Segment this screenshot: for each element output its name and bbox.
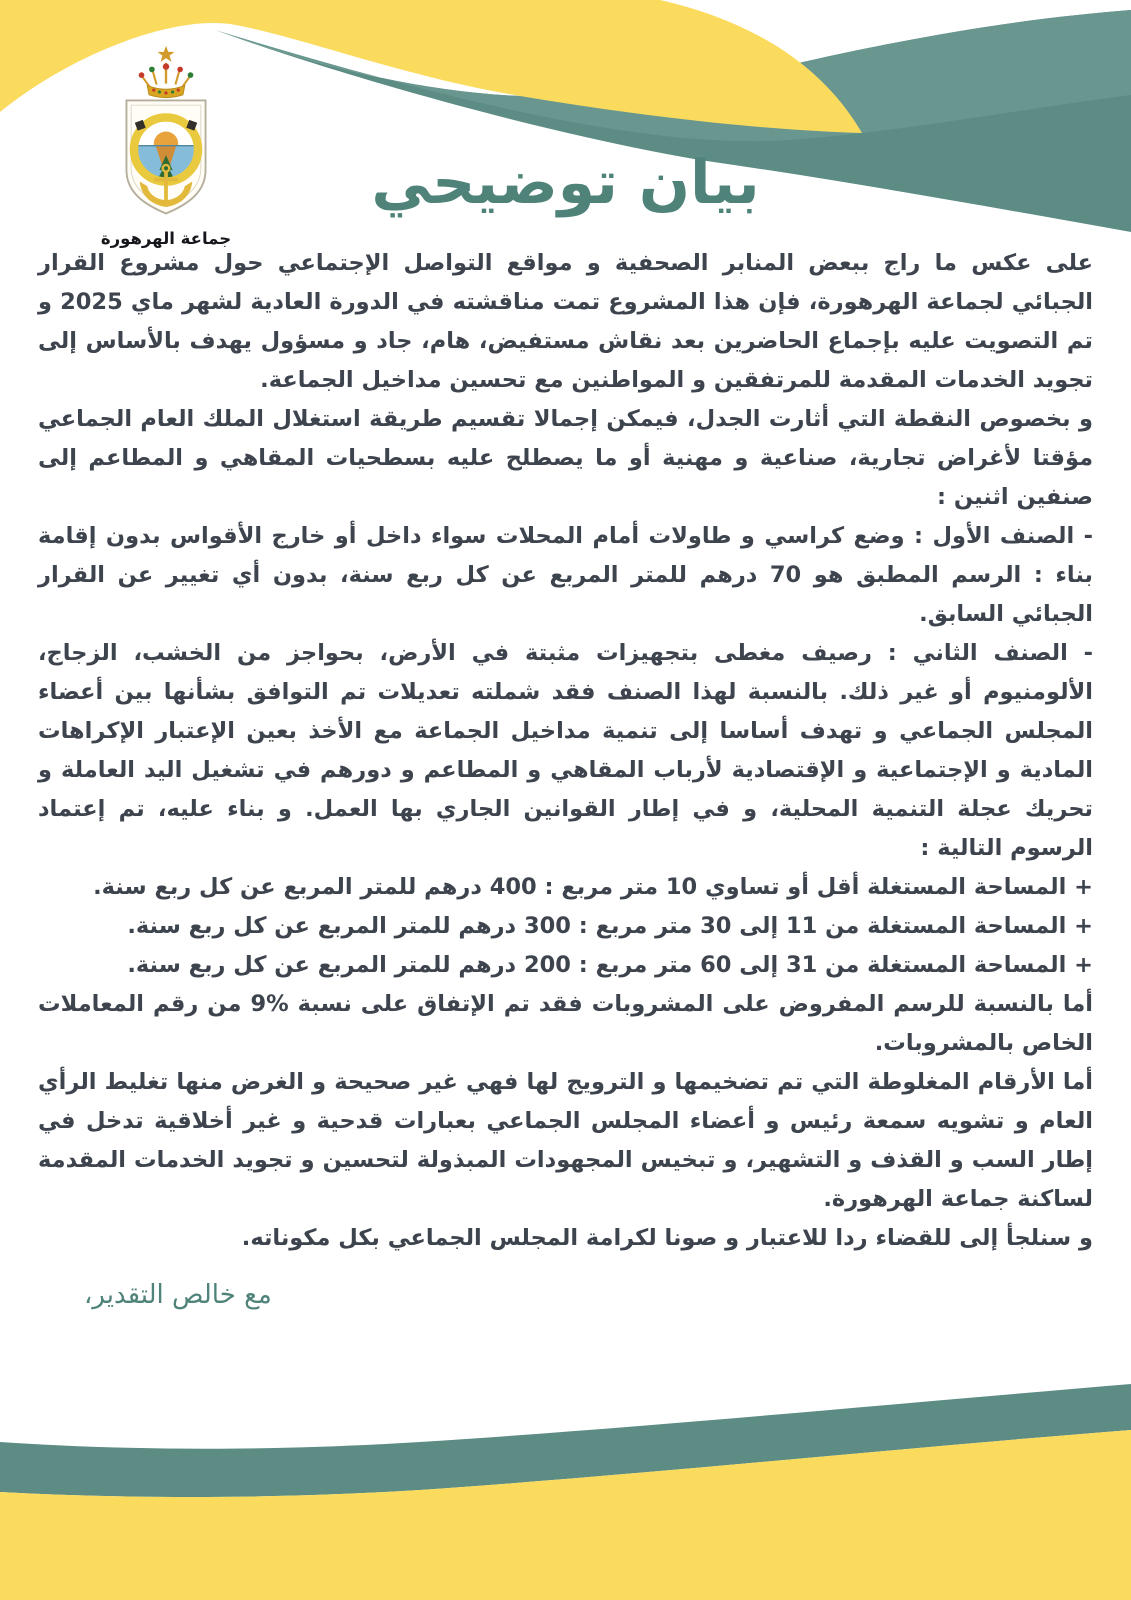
body-paragraph-false-figures: أما الأرقام المغلوطة التي تم تضخيمها و الترويج لها فهي غير صحيحة و الغرض منها تغليط الرأي العام و تشويه سمعة رئيس و أعضاء المجلس الجماعي بعبارات قدحية و غير أخلاقية تدخل في إطار السب و القذف و التشهير، و تبخيس المجهودات المبذولة لتحسين و تجويد الخدمات المقدمة لساكنة جماعة الهرهورة. <box>38 1069 1093 1212</box>
commune-logo <box>100 44 232 248</box>
crown-icon <box>139 46 194 98</box>
page-title: بيان توضيحي <box>371 148 760 218</box>
body-paragraph-category-2: - الصنف الثاني : رصيف مغطى بتجهيزات مثبتة في الأرض، بحواجز من الخشب، الزجاج، الألومنيوم أو غير ذلك. بالنسبة لهذا الصنف فقد شملته تعديلات تم التوافق بشأنها بين أعضاء المجلس الجماعي و تهدف أساسا إلى تنمية مداخيل الجماعة مع الأخذ بعين الإعتبار الإكراهات المادية و الإجتماعية و الإقتصادية لأرباب المقاهي و المطاعم و دورهم في تشغيل اليد العاملة و تحريك عجلة التنمية المحلية، و في إطار القوانين الجاري بها العمل. و بناء عليه، تم إعتماد الرسوم التالية : <box>38 640 1093 861</box>
commune-coat-of-arms-icon <box>100 44 232 221</box>
body-paragraph-intro: على عكس ما راج ببعض المنابر الصحفية و مواقع التواصل الإجتماعي حول مشروع القرار الجبائي لجماعة الهرهورة، فإن هذا المشروع تمت مناقشته في الدورة العادية لشهر ماي 2025 و تم التصويت عليه بإجماع الحاضرين بعد نقاش مستفيض، هام، جاد و مسؤول يهدف بالأساس إلى تجويد الخدمات المقدمة للمرتفقين و المواطنين مع تحسين مداخيل الجماعة. <box>38 250 1093 393</box>
tariff-bullet-1: + المساحة المستغلة أقل أو تساوي 10 متر مربع : 400 درهم للمتر المربع عن كل ربع سنة. <box>93 874 1093 900</box>
body-paragraph-drinks-tax: أما بالنسبة للرسم المفروض على المشروبات فقد تم الإتفاق على نسبة %9 من رقم المعاملات الخاص بالمشروبات. <box>38 991 1093 1056</box>
logo-caption: جماعة الهرهورة <box>100 229 232 248</box>
statement-body <box>38 244 1093 1315</box>
tariff-bullet-2: + المساحة المستغلة من 11 إلى 30 متر مربع : 300 درهم للمتر المربع عن كل ربع سنة. <box>127 913 1093 939</box>
closing-salutation: مع خالص التقدير، <box>84 1280 272 1310</box>
footer-wave-decoration <box>0 1380 1131 1600</box>
body-paragraph-category-1: - الصنف الأول : وضع كراسي و طاولات أمام المحلات سواء داخل أو خارج الأقواس بدون إقامة بناء : الرسم المطبق هو 70 درهم للمتر المربع عن كل ربع سنة، بدون أي تغيير عن القرار الجبائي السابق. <box>38 523 1093 627</box>
body-paragraph-legal-action: و سنلجأ إلى للقضاء ردا للاعتبار و صونا لكرامة المجلس الجماعي بكل مكوناته. <box>241 1225 1093 1251</box>
tariff-bullet-3: + المساحة المستغلة من 31 إلى 60 متر مربع : 200 درهم للمتر المربع عن كل ربع سنة. <box>127 952 1093 978</box>
body-paragraph-context: و بخصوص النقطة التي أثارت الجدل، فيمكن إجمالا تقسيم طريقة استغلال الملك العام الجماعي مؤقتا لأغراض تجارية، صناعية و مهنية أو ما يصطلح عليه بسطحيات المقاهي و المطاعم إلى صنفين اثنين : <box>38 406 1093 510</box>
